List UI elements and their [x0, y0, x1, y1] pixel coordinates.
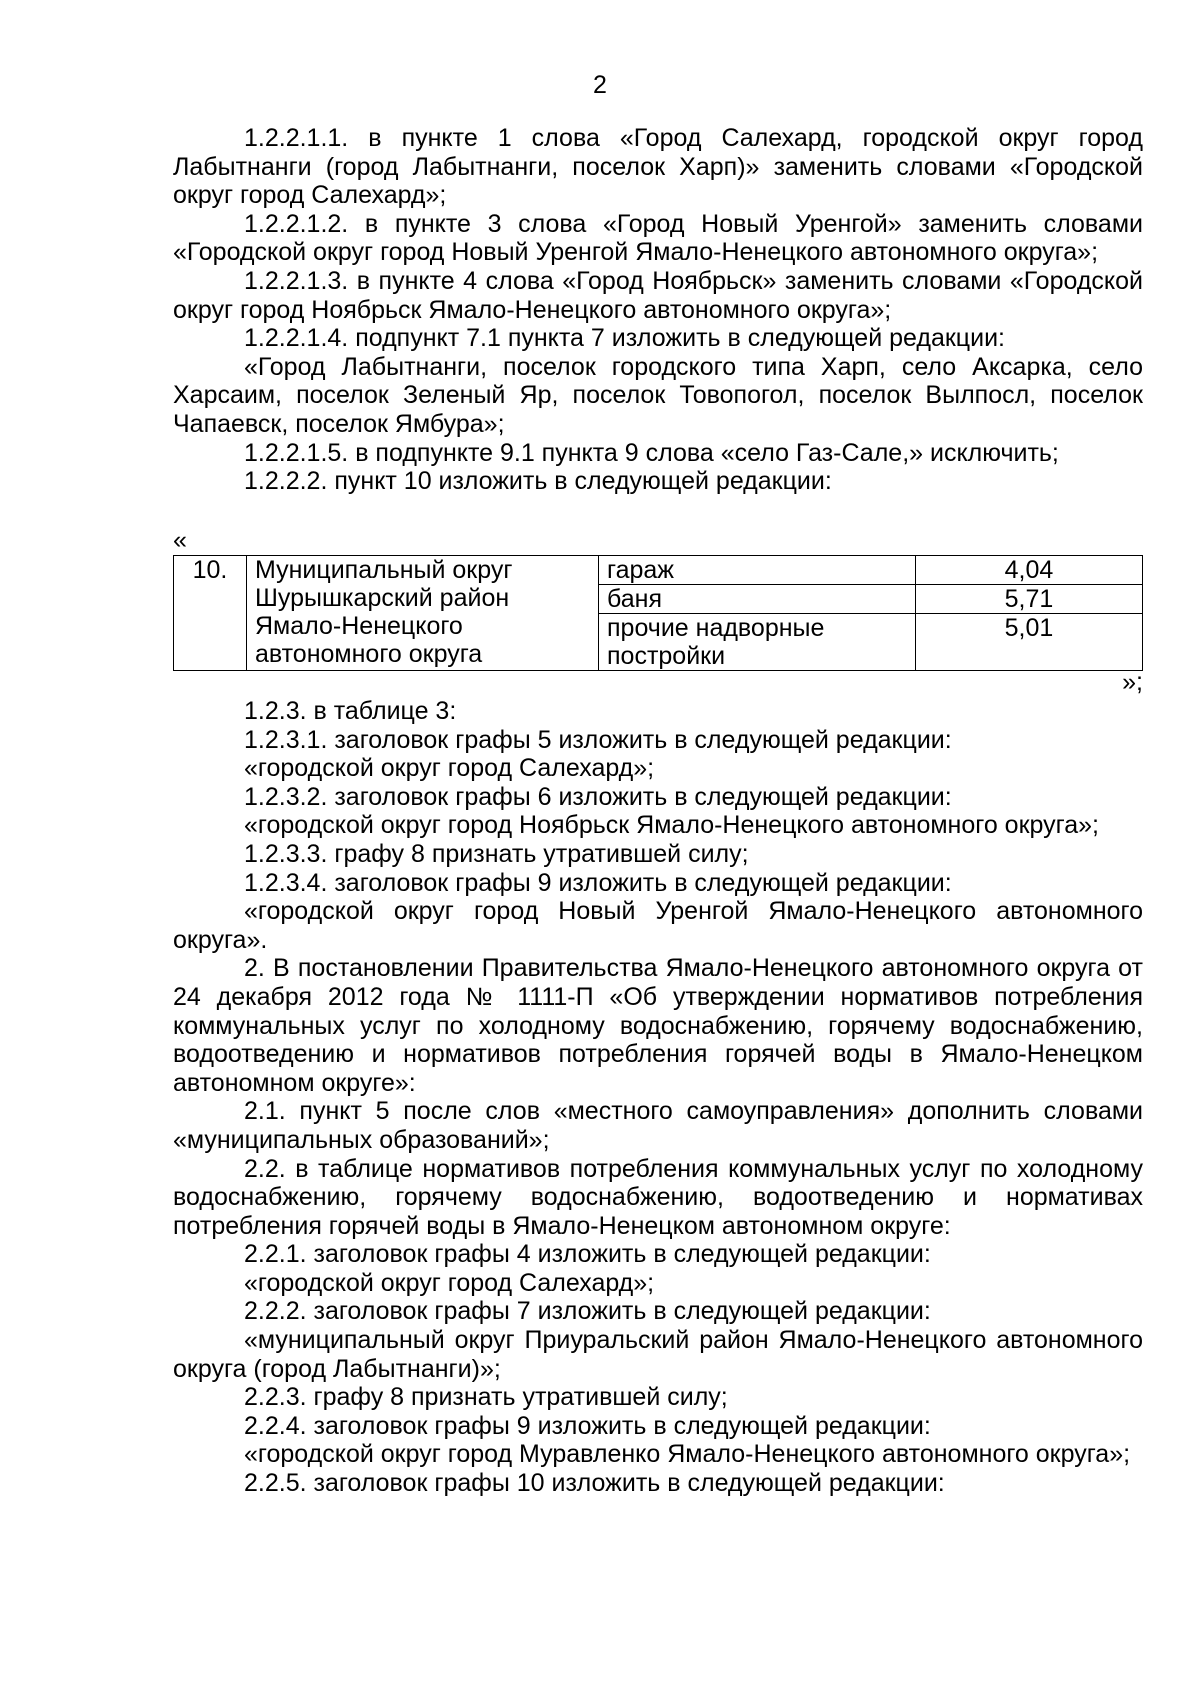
- paragraph: «городской округ город Ноябрьск Ямало-Ненецкого автономного округа»;: [244, 811, 1099, 840]
- paragraph: 1.2.2.1.4. подпункт 7.1 пункта 7 изложить в следующей редакции:: [244, 324, 1005, 353]
- building-type-cell: баня: [599, 585, 916, 614]
- paragraph: 1.2.3.3. графу 8 признать утратившей силу;: [244, 839, 749, 868]
- norm-value-cell: 5,71: [916, 585, 1143, 614]
- table-close-quote: »;: [1122, 668, 1143, 696]
- paragraph: 2.1. пункт 5 после слов «местного самоуправления» дополнить словами «муниципальных образований»;: [173, 1097, 1143, 1154]
- paragraph: «городской округ город Салехард»;: [244, 1268, 655, 1297]
- paragraph: «городской округ город Новый Уренгой Ямало-Ненецкого автономного округа».: [173, 897, 1143, 954]
- row-number-cell: 10.: [174, 556, 247, 671]
- norm-value-cell: 4,04: [916, 556, 1143, 585]
- paragraph: «городской округ город Муравленко Ямало-Ненецкого автономного округа»;: [244, 1440, 1131, 1469]
- norm-table: [173, 555, 1143, 671]
- paragraph: 1.2.2.2. пункт 10 изложить в следующей редакции:: [244, 467, 832, 496]
- paragraph: 1.2.3.1. заголовок графы 5 изложить в следующей редакции:: [244, 725, 952, 754]
- page-number: 2: [593, 71, 607, 99]
- paragraph: 2.2.4. заголовок графы 9 изложить в следующей редакции:: [244, 1411, 931, 1440]
- table-row: [174, 556, 1143, 585]
- paragraph: 1.2.3. в таблице 3:: [244, 697, 457, 725]
- building-type-cell: прочие надворные постройки: [599, 614, 916, 671]
- paragraph: 2.2.1. заголовок графы 4 изложить в следующей редакции:: [244, 1240, 931, 1269]
- paragraph: «муниципальный округ Приуральский район Ямало-Ненецкого автономного округа (город Лабытнанги)»;: [173, 1326, 1143, 1383]
- building-type-cell: гараж: [599, 556, 916, 585]
- norm-value-cell: 5,01: [916, 614, 1143, 671]
- paragraph: 1.2.2.1.2. в пункте 3 слова «Город Новый Уренгой» заменить словами «Городской округ город Новый Уренгой Ямало-Ненецкого автономного округа»;: [173, 209, 1143, 267]
- paragraph: 2.2.2. заголовок графы 7 изложить в следующей редакции:: [244, 1297, 931, 1326]
- paragraph: 1.2.2.1.1. в пункте 1 слова «Город Салехард, городской округ город Лабытнанги (город Лабытнанги, поселок Харп)» заменить словами «Городской округ город Салехард»;: [173, 124, 1143, 210]
- text-block-after-table: [173, 697, 1143, 1498]
- paragraph: 1.2.3.4. заголовок графы 9 изложить в следующей редакции:: [244, 868, 952, 897]
- paragraph: 1.2.2.1.3. в пункте 4 слова «Город Ноябрьск» заменить словами «Городской округ город Ноябрьск Ямало-Ненецкого автономного округа»;: [173, 266, 1143, 324]
- municipality-cell: Муниципальный округ Шурышкарский район Ямало-Ненецкого автономного округа: [247, 556, 599, 671]
- paragraph: «Город Лабытнанги, поселок городского типа Харп, село Аксарка, село Харсаим, поселок Зеленый Яр, поселок Товопогол, поселок Вылпосл, поселок Чапаевск, поселок Ямбура»;: [173, 352, 1143, 438]
- paragraph: 2.2.3. графу 8 признать утратившей силу;: [244, 1383, 728, 1412]
- table-open-quote: «: [173, 526, 187, 554]
- paragraph: 2.2.5. заголовок графы 10 изложить в следующей редакции:: [244, 1469, 945, 1498]
- paragraph: 2. В постановлении Правительства Ямало-Ненецкого автономного округа от 24 декабря 2012 года № 1111-П «Об утверждении нормативов потребления коммунальных услуг по холодному водоснабжению, горячему водоснабжению, водоотведению и нормативов потребления горячей воды в Ямало-Ненецком автономном округе»:: [173, 954, 1143, 1097]
- paragraph: 1.2.3.2. заголовок графы 6 изложить в следующей редакции:: [244, 782, 952, 811]
- paragraph: 2.2. в таблице нормативов потребления коммунальных услуг по холодному водоснабжению, горячему водоснабжению, водоотведению и нормативах потребления горячей воды в Ямало-Ненецком автономном округе:: [173, 1154, 1143, 1240]
- paragraph: «городской округ город Салехард»;: [244, 754, 655, 783]
- text-block-before-table: [173, 124, 1143, 496]
- paragraph: 1.2.2.1.5. в подпункте 9.1 пункта 9 слова «село Газ-Сале,» исключить;: [244, 438, 1059, 467]
